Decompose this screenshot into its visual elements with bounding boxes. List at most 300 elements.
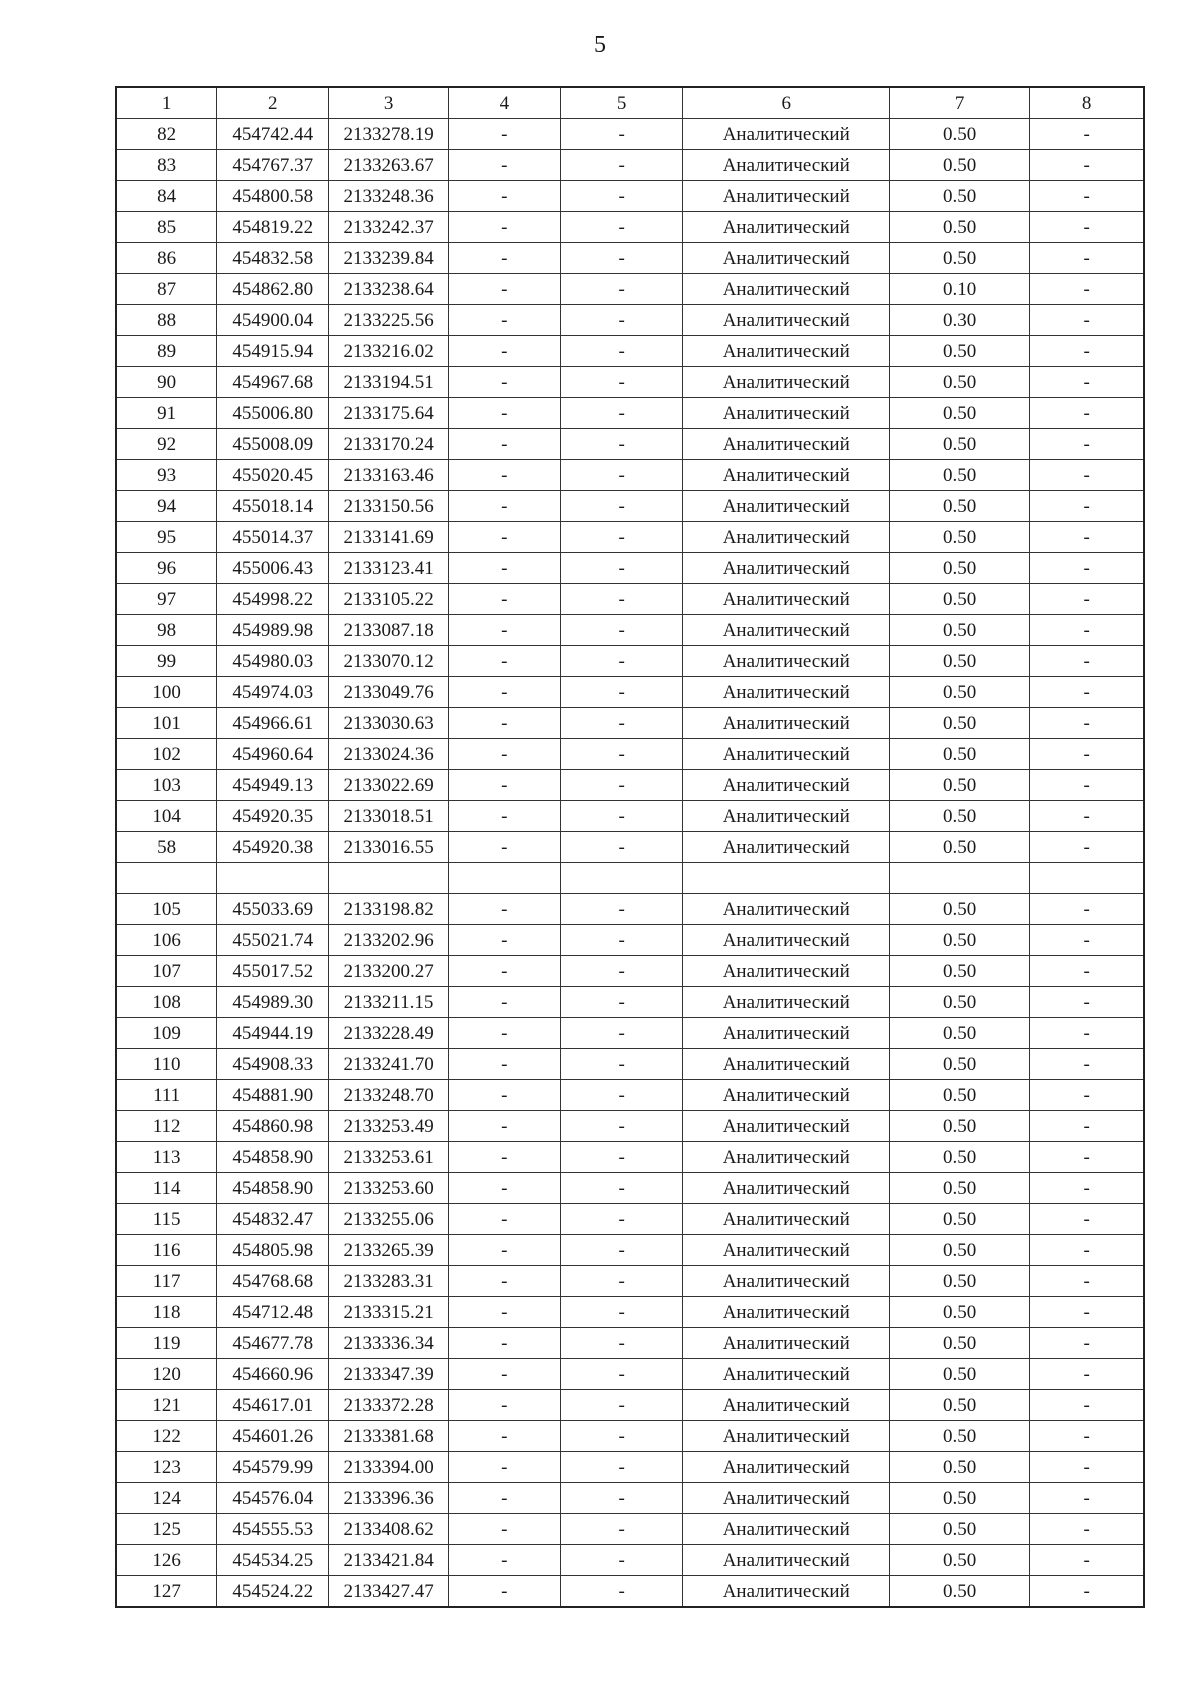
table-cell: Аналитический — [683, 274, 890, 305]
table-cell: Аналитический — [683, 832, 890, 863]
table-row — [116, 429, 1144, 460]
table-cell: Аналитический — [683, 615, 890, 646]
table-cell: 454944.19 — [217, 1018, 329, 1049]
table-cell: 0.50 — [890, 1421, 1030, 1452]
table-row — [116, 243, 1144, 274]
table-cell: 2133150.56 — [329, 491, 448, 522]
table-cell: - — [560, 1576, 683, 1608]
table-cell: Аналитический — [683, 987, 890, 1018]
table-row — [116, 1235, 1144, 1266]
table-cell: - — [560, 398, 683, 429]
table-row — [116, 1390, 1144, 1421]
table-cell: 111 — [116, 1080, 217, 1111]
table-cell: 2133263.67 — [329, 150, 448, 181]
table-row — [116, 212, 1144, 243]
table-row — [116, 1111, 1144, 1142]
table-row — [116, 367, 1144, 398]
table-cell: - — [1030, 274, 1144, 305]
table-cell: - — [448, 305, 560, 336]
table-cell: Аналитический — [683, 336, 890, 367]
table-cell: - — [560, 646, 683, 677]
table-cell: 454677.78 — [217, 1328, 329, 1359]
table-cell: 2133347.39 — [329, 1359, 448, 1390]
table-cell: 0.50 — [890, 956, 1030, 987]
table-cell: Аналитический — [683, 584, 890, 615]
table-cell: - — [448, 398, 560, 429]
table-cell: - — [448, 832, 560, 863]
table-cell: 0.50 — [890, 925, 1030, 956]
empty-cell — [329, 863, 448, 894]
column-header: 4 — [448, 87, 560, 119]
column-header: 1 — [116, 87, 217, 119]
table-row — [116, 336, 1144, 367]
table-cell: 84 — [116, 181, 217, 212]
table-cell: - — [448, 212, 560, 243]
table-cell: 0.10 — [890, 274, 1030, 305]
table-cell: 105 — [116, 894, 217, 925]
table-cell: 58 — [116, 832, 217, 863]
table-cell: 121 — [116, 1390, 217, 1421]
table-cell: Аналитический — [683, 894, 890, 925]
table-cell: - — [1030, 119, 1144, 150]
table-row — [116, 832, 1144, 863]
table-cell: - — [1030, 398, 1144, 429]
table-cell: - — [1030, 150, 1144, 181]
table-cell: - — [448, 1111, 560, 1142]
table-row — [116, 1204, 1144, 1235]
table-cell: 2133024.36 — [329, 739, 448, 770]
table-cell: - — [448, 646, 560, 677]
table-cell: - — [1030, 1421, 1144, 1452]
table-cell: 126 — [116, 1545, 217, 1576]
table-cell: - — [560, 553, 683, 584]
table-cell: 91 — [116, 398, 217, 429]
table-cell: Аналитический — [683, 1576, 890, 1608]
table-cell: Аналитический — [683, 925, 890, 956]
table-cell: - — [1030, 1018, 1144, 1049]
table-cell: 454768.68 — [217, 1266, 329, 1297]
table-cell: 0.50 — [890, 801, 1030, 832]
table-cell: 119 — [116, 1328, 217, 1359]
table-cell: 112 — [116, 1111, 217, 1142]
table-cell: - — [1030, 1452, 1144, 1483]
table-cell: 454858.90 — [217, 1142, 329, 1173]
table-cell: Аналитический — [683, 150, 890, 181]
empty-cell — [1030, 863, 1144, 894]
table-cell: 114 — [116, 1173, 217, 1204]
table-cell: - — [560, 1018, 683, 1049]
table-cell: 2133228.49 — [329, 1018, 448, 1049]
table-cell: 454967.68 — [217, 367, 329, 398]
table-cell: 0.50 — [890, 1359, 1030, 1390]
table-cell: 127 — [116, 1576, 217, 1608]
table-cell: 2133022.69 — [329, 770, 448, 801]
table-row — [116, 894, 1144, 925]
table-cell: 454966.61 — [217, 708, 329, 739]
table-cell: 2133216.02 — [329, 336, 448, 367]
table-cell: 454949.13 — [217, 770, 329, 801]
table-cell: - — [560, 801, 683, 832]
table-cell: 0.50 — [890, 1235, 1030, 1266]
table-cell: Аналитический — [683, 801, 890, 832]
table-cell: Аналитический — [683, 212, 890, 243]
table-cell: - — [448, 460, 560, 491]
table-cell: - — [448, 584, 560, 615]
table-cell: - — [560, 1266, 683, 1297]
page-number: 5 — [594, 32, 606, 58]
table-cell: 454742.44 — [217, 119, 329, 150]
table-cell: 101 — [116, 708, 217, 739]
table-header-row — [116, 87, 1144, 119]
table-cell: 92 — [116, 429, 217, 460]
table-cell: Аналитический — [683, 429, 890, 460]
empty-cell — [560, 863, 683, 894]
coordinates-table — [115, 86, 1145, 1608]
table-cell: Аналитический — [683, 522, 890, 553]
table-cell: - — [560, 1545, 683, 1576]
table-cell: Аналитический — [683, 1514, 890, 1545]
table-cell: 455006.43 — [217, 553, 329, 584]
table-cell: 0.50 — [890, 646, 1030, 677]
table-cell: 0.50 — [890, 987, 1030, 1018]
table-cell: 100 — [116, 677, 217, 708]
table-cell: - — [1030, 1576, 1144, 1608]
table-cell: - — [448, 1452, 560, 1483]
table-cell: 95 — [116, 522, 217, 553]
table-cell: - — [448, 336, 560, 367]
table-cell: 2133253.49 — [329, 1111, 448, 1142]
table-cell: - — [1030, 832, 1144, 863]
table-cell: - — [1030, 181, 1144, 212]
table-cell: - — [560, 832, 683, 863]
table-cell: 454576.04 — [217, 1483, 329, 1514]
table-cell: 0.50 — [890, 894, 1030, 925]
table-cell: 454800.58 — [217, 181, 329, 212]
table-cell: 2133253.60 — [329, 1173, 448, 1204]
table-cell: - — [448, 1576, 560, 1608]
table-cell: 454920.35 — [217, 801, 329, 832]
table-cell: - — [448, 739, 560, 770]
table-cell: Аналитический — [683, 1328, 890, 1359]
table-cell: 118 — [116, 1297, 217, 1328]
table-cell: 454862.80 — [217, 274, 329, 305]
table-cell: - — [1030, 708, 1144, 739]
table-cell: 2133248.36 — [329, 181, 448, 212]
table-row — [116, 1514, 1144, 1545]
table-cell: - — [560, 584, 683, 615]
table-cell: 89 — [116, 336, 217, 367]
table-cell: 97 — [116, 584, 217, 615]
table-cell: 109 — [116, 1018, 217, 1049]
table-cell: - — [1030, 1297, 1144, 1328]
table-cell: - — [448, 1049, 560, 1080]
table-cell: 454832.58 — [217, 243, 329, 274]
table-cell: 104 — [116, 801, 217, 832]
table-cell: 115 — [116, 1204, 217, 1235]
table-row — [116, 770, 1144, 801]
table-cell: - — [560, 522, 683, 553]
table-cell: Аналитический — [683, 491, 890, 522]
table-cell: 2133336.34 — [329, 1328, 448, 1359]
table-cell: 0.50 — [890, 1111, 1030, 1142]
table-cell: 454974.03 — [217, 677, 329, 708]
table-cell: 454920.38 — [217, 832, 329, 863]
table-cell: 123 — [116, 1452, 217, 1483]
table-cell: 120 — [116, 1359, 217, 1390]
table-cell: Аналитический — [683, 1359, 890, 1390]
table-cell: 2133372.28 — [329, 1390, 448, 1421]
table-cell: - — [560, 1514, 683, 1545]
table-cell: - — [448, 367, 560, 398]
table-cell: - — [560, 1080, 683, 1111]
table-cell: - — [1030, 1390, 1144, 1421]
table-cell: 454534.25 — [217, 1545, 329, 1576]
table-row — [116, 615, 1144, 646]
table-cell: - — [448, 1483, 560, 1514]
table-cell: Аналитический — [683, 646, 890, 677]
table-row — [116, 460, 1144, 491]
table-cell: - — [448, 1359, 560, 1390]
table-cell: 113 — [116, 1142, 217, 1173]
table-cell: 2133278.19 — [329, 119, 448, 150]
table-cell: - — [560, 1142, 683, 1173]
table-cell: - — [448, 491, 560, 522]
table-cell: Аналитический — [683, 243, 890, 274]
table-cell: Аналитический — [683, 770, 890, 801]
table-cell: Аналитический — [683, 1111, 890, 1142]
column-header: 5 — [560, 87, 683, 119]
table-cell: - — [560, 739, 683, 770]
table-cell: - — [1030, 1235, 1144, 1266]
table-cell: - — [1030, 956, 1144, 987]
table-row — [116, 1576, 1144, 1608]
table-cell: - — [560, 1390, 683, 1421]
table-cell: 454908.33 — [217, 1049, 329, 1080]
table-cell: - — [1030, 305, 1144, 336]
table-cell: 454980.03 — [217, 646, 329, 677]
table-cell: Аналитический — [683, 1483, 890, 1514]
table-cell: 0.50 — [890, 1266, 1030, 1297]
table-cell: - — [560, 1328, 683, 1359]
table-cell: 2133198.82 — [329, 894, 448, 925]
table-body — [116, 119, 1144, 1608]
table-cell: - — [448, 274, 560, 305]
table-cell: 455033.69 — [217, 894, 329, 925]
column-header: 2 — [217, 87, 329, 119]
table-cell: Аналитический — [683, 1080, 890, 1111]
table-cell: 2133315.21 — [329, 1297, 448, 1328]
table-cell: - — [1030, 615, 1144, 646]
empty-cell — [890, 863, 1030, 894]
table-cell: 0.50 — [890, 367, 1030, 398]
table-cell: 454881.90 — [217, 1080, 329, 1111]
table-cell: 2133030.63 — [329, 708, 448, 739]
table-cell: 0.50 — [890, 615, 1030, 646]
table-cell: Аналитический — [683, 1452, 890, 1483]
table-cell: - — [1030, 367, 1144, 398]
table-cell: 455020.45 — [217, 460, 329, 491]
table-cell: 2133394.00 — [329, 1452, 448, 1483]
table-cell: 0.50 — [890, 1204, 1030, 1235]
table-cell: - — [560, 708, 683, 739]
table-cell: - — [1030, 1142, 1144, 1173]
table-cell: 110 — [116, 1049, 217, 1080]
table-cell: 0.50 — [890, 398, 1030, 429]
table-cell: 2133225.56 — [329, 305, 448, 336]
table-cell: Аналитический — [683, 119, 890, 150]
table-cell: - — [560, 336, 683, 367]
table-cell: - — [560, 460, 683, 491]
table-cell: 83 — [116, 150, 217, 181]
table-cell: - — [560, 212, 683, 243]
table-cell: 0.50 — [890, 460, 1030, 491]
table-cell: - — [448, 1514, 560, 1545]
table-cell: - — [448, 925, 560, 956]
table-cell: 454805.98 — [217, 1235, 329, 1266]
table-cell: 2133175.64 — [329, 398, 448, 429]
table-cell: 0.50 — [890, 832, 1030, 863]
table-cell: 87 — [116, 274, 217, 305]
table-cell: Аналитический — [683, 305, 890, 336]
table-cell: 0.50 — [890, 1545, 1030, 1576]
table-cell: 107 — [116, 956, 217, 987]
column-header: 7 — [890, 87, 1030, 119]
table-cell: - — [560, 119, 683, 150]
table-cell: - — [560, 150, 683, 181]
table-cell: 454712.48 — [217, 1297, 329, 1328]
column-header: 6 — [683, 87, 890, 119]
table-row — [116, 801, 1144, 832]
table-row — [116, 1483, 1144, 1514]
table-cell: 454524.22 — [217, 1576, 329, 1608]
table-cell: 124 — [116, 1483, 217, 1514]
table-cell: Аналитический — [683, 460, 890, 491]
table-cell: - — [448, 553, 560, 584]
table-cell: 2133087.18 — [329, 615, 448, 646]
table-cell: 455006.80 — [217, 398, 329, 429]
table-cell: - — [1030, 646, 1144, 677]
table-cell: - — [560, 367, 683, 398]
table-cell: 2133018.51 — [329, 801, 448, 832]
table-row — [116, 305, 1144, 336]
table-cell: 93 — [116, 460, 217, 491]
table-cell: - — [1030, 1173, 1144, 1204]
table-cell: - — [1030, 677, 1144, 708]
table-cell: 455014.37 — [217, 522, 329, 553]
table-row — [116, 398, 1144, 429]
table-cell: 0.50 — [890, 181, 1030, 212]
table-row — [116, 1049, 1144, 1080]
table-cell: 0.50 — [890, 770, 1030, 801]
table-cell: Аналитический — [683, 1018, 890, 1049]
table-cell: 0.50 — [890, 429, 1030, 460]
table-row — [116, 1266, 1144, 1297]
table-cell: - — [560, 1049, 683, 1080]
table-cell: 454915.94 — [217, 336, 329, 367]
table-cell: - — [1030, 987, 1144, 1018]
table-cell: - — [560, 1111, 683, 1142]
table-cell: - — [560, 1452, 683, 1483]
table-cell: Аналитический — [683, 739, 890, 770]
table-row — [116, 522, 1144, 553]
table-cell: - — [560, 987, 683, 1018]
table-row — [116, 1545, 1144, 1576]
table-cell: 90 — [116, 367, 217, 398]
table-cell: Аналитический — [683, 398, 890, 429]
table-cell: 454989.98 — [217, 615, 329, 646]
table-cell: 85 — [116, 212, 217, 243]
table-cell: - — [1030, 1328, 1144, 1359]
table-cell: - — [448, 1080, 560, 1111]
table-cell: Аналитический — [683, 367, 890, 398]
table-cell: - — [448, 894, 560, 925]
table-cell: - — [448, 150, 560, 181]
table-cell: 2133163.46 — [329, 460, 448, 491]
table-cell: 86 — [116, 243, 217, 274]
table-cell: 0.50 — [890, 1483, 1030, 1514]
table-cell: 0.50 — [890, 1452, 1030, 1483]
table-row — [116, 1452, 1144, 1483]
table-cell: - — [560, 1173, 683, 1204]
table-cell: 0.50 — [890, 1173, 1030, 1204]
table-cell: - — [560, 181, 683, 212]
table-row — [116, 708, 1144, 739]
table-cell: Аналитический — [683, 708, 890, 739]
table-cell: - — [448, 1297, 560, 1328]
table-cell: - — [560, 1359, 683, 1390]
table-cell: - — [1030, 584, 1144, 615]
table-cell: - — [448, 119, 560, 150]
table-cell: - — [448, 522, 560, 553]
table-row — [116, 274, 1144, 305]
table-cell: - — [560, 956, 683, 987]
table-cell: 454819.22 — [217, 212, 329, 243]
table-cell: 454858.90 — [217, 1173, 329, 1204]
table-cell: - — [560, 1483, 683, 1514]
table-row — [116, 1297, 1144, 1328]
table-cell: 454555.53 — [217, 1514, 329, 1545]
table-cell: 454860.98 — [217, 1111, 329, 1142]
table-row — [116, 925, 1144, 956]
table-row — [116, 553, 1144, 584]
table-cell: - — [1030, 1111, 1144, 1142]
table-cell: 454767.37 — [217, 150, 329, 181]
table-cell: Аналитический — [683, 1142, 890, 1173]
table-cell: - — [448, 801, 560, 832]
table-cell: 454960.64 — [217, 739, 329, 770]
table-cell: 0.50 — [890, 1514, 1030, 1545]
table-cell: Аналитический — [683, 1421, 890, 1452]
table-cell: - — [560, 243, 683, 274]
table-cell: 455021.74 — [217, 925, 329, 956]
table-cell: - — [1030, 1545, 1144, 1576]
table-cell: 0.50 — [890, 1049, 1030, 1080]
table-cell: 0.50 — [890, 243, 1030, 274]
table-cell: - — [560, 1297, 683, 1328]
table-cell: 0.50 — [890, 1018, 1030, 1049]
table-cell: - — [448, 1235, 560, 1266]
table-row — [116, 1142, 1144, 1173]
table-cell: 2133105.22 — [329, 584, 448, 615]
table-cell: 117 — [116, 1266, 217, 1297]
table-cell: - — [560, 1204, 683, 1235]
separator-row — [116, 863, 1144, 894]
table-row — [116, 1421, 1144, 1452]
table-cell: - — [1030, 1514, 1144, 1545]
table-cell: - — [560, 615, 683, 646]
table-cell: 116 — [116, 1235, 217, 1266]
table-cell: - — [1030, 1266, 1144, 1297]
